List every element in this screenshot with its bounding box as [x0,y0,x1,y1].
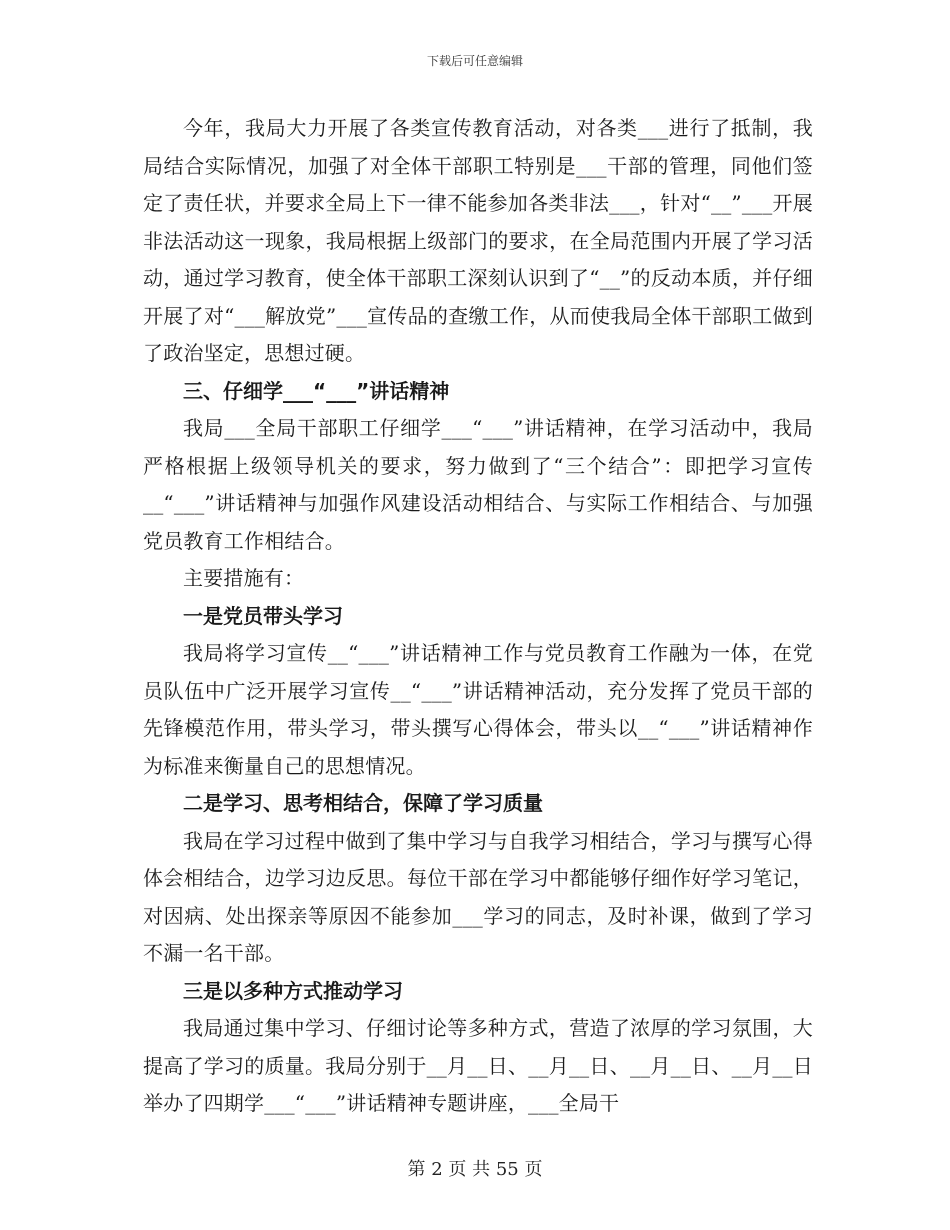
document-body [143,110,813,1123]
paragraph-5: 我局在学习过程中做到了集中学习与自我学习相结合，学习与撰写心得体会相结合，边学习边反思。每位干部在学习中都能够仔细作好学习笔记，对因病、处出探亲等原因不能参加___学习的同志，及时补课，做到了学习不漏一名干部。 [143,828,813,965]
paragraph-4: 我局将学习宣传__“___”讲话精神工作与党员教育工作融为一体，在党员队伍中广泛开展学习宣传__“___”讲话精神活动，充分发挥了党员干部的先锋模范作用，带头学习，带头撰写心得体会，带头以__“___”讲话精神作为标准来衡量自己的思想情况。 [143,641,813,778]
subheading-1: 一是党员带头学习 [183,603,343,628]
paragraph-2: 我局___全局干部职工仔细学___“___”讲话精神，在学习活动中，我局严格根据上级领导机关的要求，努力做到了“三个结合”：即把学习宣传__“___”讲话精神与加强作风建设活动相结合、与实际工作相结合、与加强党员教育工作相结合。 [143,416,813,553]
subheading-3: 三是以多种方式推动学习 [183,978,403,1003]
paragraph-6: 我局通过集中学习、仔细讨论等多种方式，营造了浓厚的学习氛围，大提高了学习的质量。我局分别于__月__日、__月__日、__月__日、__月__日举办了四期学___“___”讲话精神专题讲座，___全局干 [143,1016,813,1115]
paragraph-1: 今年，我局大力开展了各类宣传教育活动，对各类___进行了抵制，我局结合实际情况，加强了对全体干部职工特别是___干部的管理，同他们签定了责任状，并要求全局上下一律不能参加各类非法___，针对“__”___开展非法活动这一现象，我局根据上级部门的要求，在全局范围内开展了学习活动，通过学习教育，使全体干部职工深刻认识到了“__”的反动本质，并仔细开展了对“___解放党”___宣传品的查缴工作，从而使我局全体干部职工做到了政治坚定，思想过硬。 [143,116,813,365]
section-heading-3: 三、仔细学___“___”讲话精神 [183,378,450,403]
subheading-2: 二是学习、思考相结合，保障了学习质量 [183,791,543,815]
page-header-note: 下载后可任意编辑 [426,54,523,68]
paragraph-3: 主要措施有： [183,566,305,590]
page-number-footer: 第 2 页 共 55 页 [407,1159,543,1180]
